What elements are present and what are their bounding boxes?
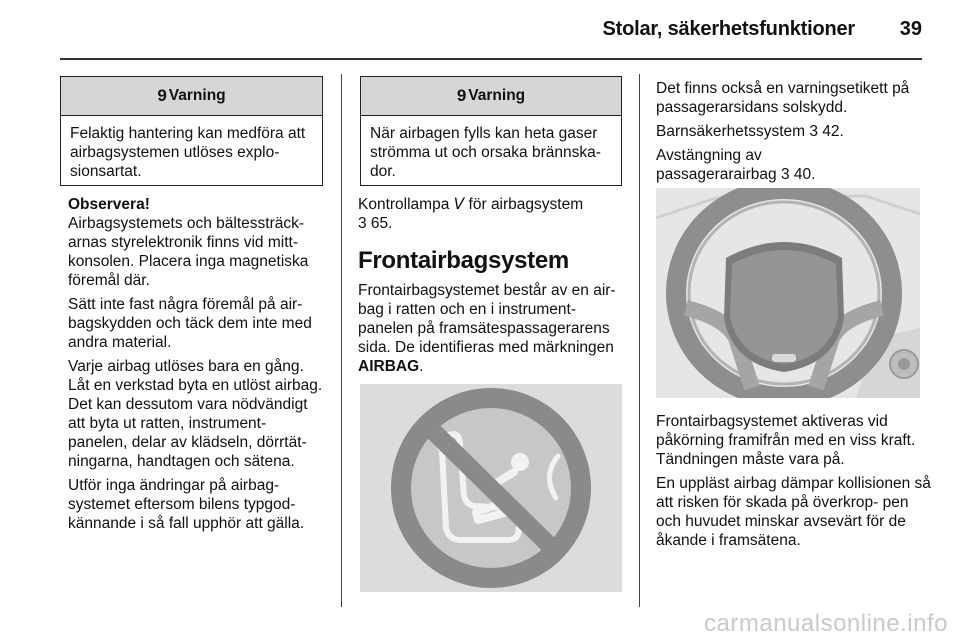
warning-header [361, 77, 621, 116]
warning-title: Varning [468, 87, 526, 104]
steering-wheel-airbag-icon [656, 188, 920, 398]
paragraph: Det finns också en varningsetikett på passagerarsidans solskydd. [656, 80, 910, 116]
column-divider-1 [341, 74, 342, 607]
warning-box-2 [360, 76, 622, 186]
column-3-bottom [656, 412, 931, 555]
prohibition-sign-figure [360, 384, 622, 592]
paragraph: Barnsäkerhetssystem 3 42. [656, 123, 844, 140]
warning-box-1 [60, 76, 323, 186]
paragraph: Frontairbagsystemet aktiveras vid påkörning framifrån med en viss kraft. Tändningen måste vara på. [656, 413, 916, 468]
paragraph: Sätt inte fast några föremål på air- bagskydden och täck dem inte med andra material. [68, 296, 312, 351]
indicator-lamp-text: Kontrollampa 𝘝 för airbagsystem [358, 196, 584, 213]
header-divider [60, 58, 922, 60]
steering-wheel-figure [656, 188, 920, 398]
page-number: 39 [899, 18, 922, 40]
section-body: Frontairbagsystemet består av en air- bag i ratten och en i instrument- panelen på framsätespassagerarens sida. De identifieras med märkningen [358, 282, 616, 356]
warning-text: Felaktig hantering kan medföra att airbagsystemen utlöses explo- sionsartat. [70, 125, 306, 180]
no-child-seat-icon [360, 384, 622, 592]
paragraph: Utför inga ändringar på airbag- systemet eftersom bilens typgod- kännande i så fall upphör att gälla. [68, 477, 305, 532]
page-title: Stolar, säkerhetsfunktioner [602, 18, 855, 40]
note-heading: Observera! [68, 196, 150, 213]
warning-title: Varning [168, 87, 226, 104]
column-1-body [68, 195, 326, 538]
paragraph: En uppläst airbag dämpar kollisionen så att risken för skada på överkrop- pen och huvudet minskar avsevärt för de åkande i framsätena. [656, 475, 931, 549]
warning-triangle-icon: 9 [157, 86, 167, 105]
paragraph: Avstängning av passagerarairbag 3 40. [656, 147, 816, 183]
paragraph: Varje airbag utlöses bara en gång. Låt en verkstad byta en utlöst airbag. Det kan dessutom vara nödvändigt att byta ut ratten, instrument- panelen, delar av klädseln, dörrtät- ningarna, handtagen och sätena. [68, 358, 323, 470]
warning-header [61, 77, 322, 116]
section-heading: Frontairbagsystem [358, 247, 569, 274]
column-3-top [656, 79, 926, 189]
note-text: Airbagsystemets och bältessträck- arnas styrelektronik finns vid mitt- konsolen. Placera inga magnetiska föremål där. [68, 215, 309, 289]
airbag-label: AIRBAG [358, 358, 420, 375]
column-2-body [358, 195, 626, 376]
airbag-suffix: . [419, 358, 424, 375]
section-text [358, 281, 626, 376]
warning-triangle-icon: 9 [456, 86, 467, 105]
watermark-link[interactable]: carmanualsonline.info [704, 610, 948, 637]
page-reference: 3 65. [358, 215, 393, 232]
warning-text: När airbagen fylls kan heta gaser strömma ut och orsaka brännska- dor. [370, 125, 601, 180]
column-divider-2 [639, 74, 640, 607]
